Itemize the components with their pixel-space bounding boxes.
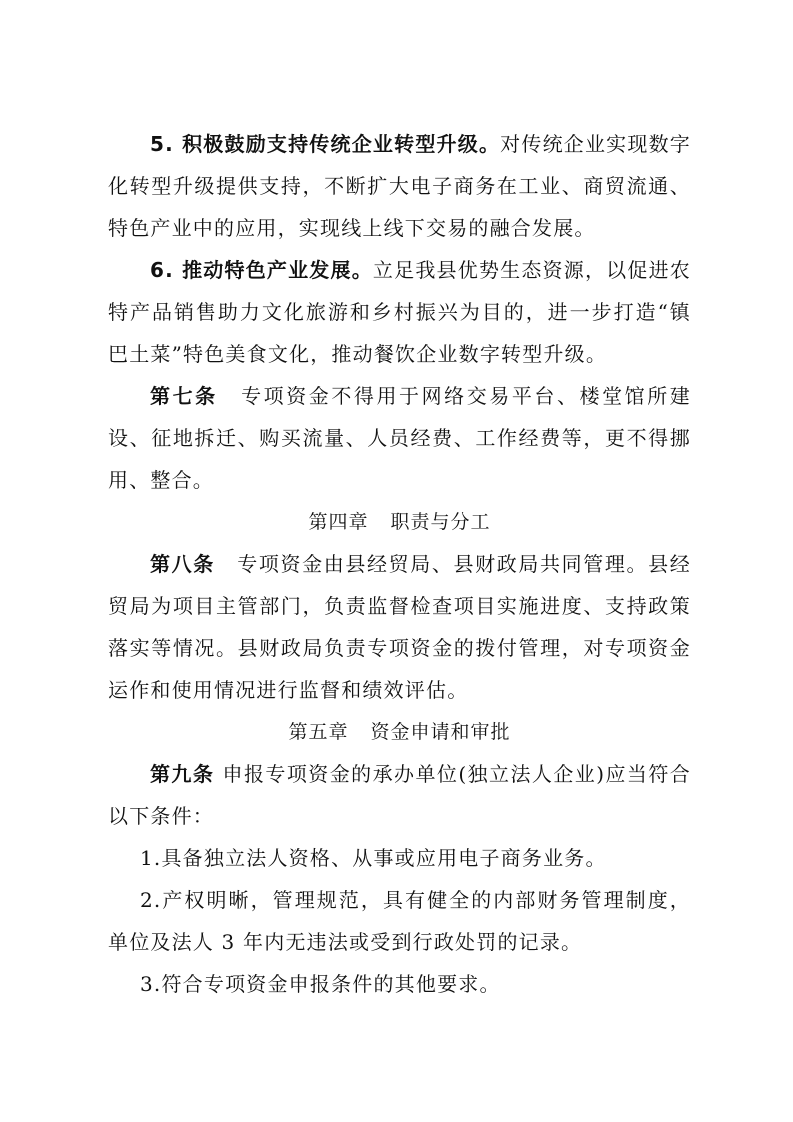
article-7-label: 第七条 (150, 384, 218, 408)
article-9-body: 申报专项资金的承办单位(独立法人企业)应当符合以下条件： (108, 762, 691, 828)
item-6-heading: 6. 推动特色产业发展。 (150, 258, 373, 282)
item-5-heading: 5. 积极鼓励支持传统企业转型升级。 (150, 132, 501, 156)
document-page (108, 123, 691, 1005)
chapter-4-heading (108, 501, 691, 543)
item-6-body: 立足我县优势生态资源，以促进农特产品销售助力文化旅游和乡村振兴为目的，进一步打造“镇巴土菜”特色美食文化，推动餐饮企业数字转型升级。 (108, 258, 691, 366)
article-9-paragraph (108, 753, 691, 837)
article-9-label: 第九条 (150, 762, 215, 786)
article-7-paragraph (108, 375, 691, 501)
item-5-body: 对传统企业实现数字化转型升级提供支持，不断扩大电子商务在工业、商贸流通、特色产业中的应用，实现线上线下交易的融合发展。 (108, 132, 691, 240)
article-7-body: 专项资金不得用于网络交易平台、楼堂馆所建设、征地拆迁、购买流量、人员经费、工作经费等，更不得挪用、整合。 (108, 384, 691, 492)
condition-1: 1.具备独立法人资格、从事或应用电子商务业务。 (140, 846, 607, 870)
chapter-5-heading (108, 711, 691, 753)
condition-3: 3.符合专项资金申报条件的其他要求。 (140, 972, 501, 996)
chapter-4-title: 职责与分工 (390, 511, 491, 533)
item-5-paragraph (108, 123, 691, 249)
chapter-5-number: 第五章 (288, 721, 349, 743)
article-8-label: 第八条 (150, 552, 215, 576)
chapter-4-number: 第四章 (308, 511, 369, 533)
article-8-paragraph (108, 543, 691, 711)
condition-2: 2.产权明晰，管理规范，具有健全的内部财务管理制度，单位及法人 3 年内无违法或受到行政处罚的记录。 (108, 888, 691, 954)
item-6-paragraph (108, 249, 691, 375)
chapter-5-title: 资金申请和审批 (370, 721, 511, 743)
article-8-body: 专项资金由县经贸局、县财政局共同管理。县经贸局为项目主管部门，负责监督检查项目实施进度、支持政策落实等情况。县财政局负责专项资金的拨付管理，对专项资金运作和使用情况进行监督和绩效评估。 (108, 552, 691, 702)
